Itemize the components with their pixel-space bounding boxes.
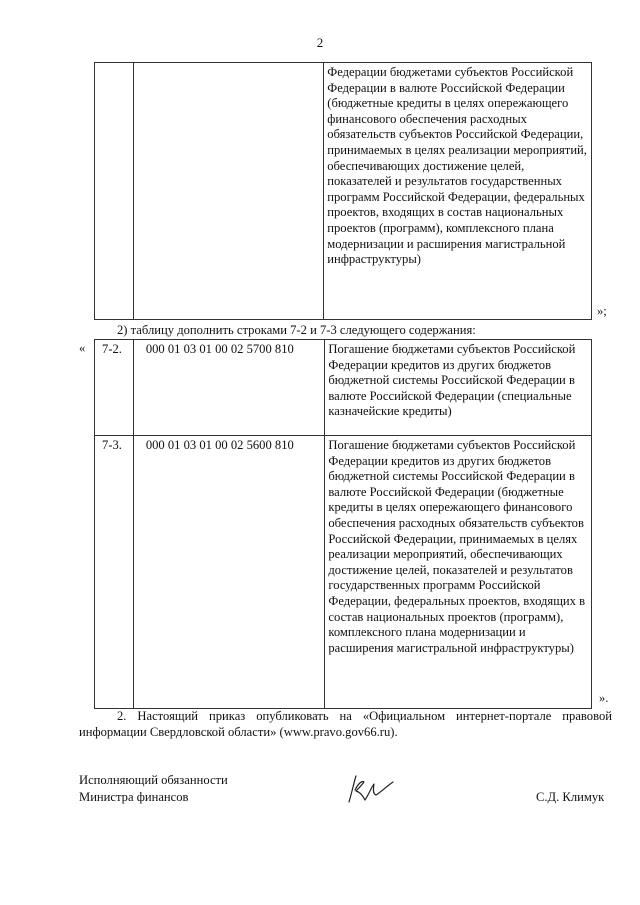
table-continuation bbox=[94, 62, 592, 320]
row-text: Погашение бюджетами субъектов Российской Федерации кредитов из других бюджетов бюджетной системы Российской Федерации в валюте Российской Федерации (специальные казначейские кредиты) bbox=[328, 342, 576, 419]
row-text: Погашение бюджетами субъектов Российской Федерации кредитов из других бюджетов бюджетной системы Российской Федерации в валюте Российской Федерации (бюджетные кредиты в целях опережающего финансового обеспечения расходных обязательств субъектов Российской Федерации, принимаемых в целях реализации мероприятий, обеспечивающих достижение целей, показателей и результатов государственных программ Российской Федерации, федеральных проектов, входящих в состав национальных проектов (программ), комплексного плана модернизации и расширения магистральной инфраструктуры) bbox=[328, 438, 586, 655]
signatory-title bbox=[79, 772, 228, 806]
row-number: 7-3. bbox=[102, 438, 122, 452]
new-rows-table bbox=[94, 339, 592, 709]
row-code-cell bbox=[133, 436, 325, 709]
signatory-title-line: Исполняющий обязанности bbox=[79, 773, 228, 787]
quote-close: ». bbox=[599, 691, 609, 705]
row-number-cell bbox=[95, 340, 134, 436]
signatory-name: С.Д. Климук bbox=[536, 790, 605, 804]
row-text-cell bbox=[324, 63, 592, 320]
row-text-cell bbox=[325, 340, 592, 436]
signature-image bbox=[343, 770, 397, 808]
publication-paragraph: 2. Настоящий приказ опубликовать на «Официальном интернет-портале правовой информации Свердловской области» (www.pravo.gov66.ru). bbox=[79, 709, 612, 739]
row-text-cell bbox=[325, 436, 592, 709]
row-number: 7-2. bbox=[102, 342, 122, 356]
row-number-cell bbox=[95, 436, 134, 709]
instruction-text: 2) таблицу дополнить строками 7-2 и 7-3 следующего содержания: bbox=[117, 323, 476, 337]
row-code: 000 01 03 01 00 02 5600 810 bbox=[145, 438, 294, 452]
quote-close: »; bbox=[597, 304, 607, 318]
row-number-cell bbox=[95, 63, 134, 320]
row-code: 000 01 03 01 00 02 5700 810 bbox=[145, 342, 294, 356]
page-number: 2 bbox=[316, 35, 324, 50]
row-code-cell bbox=[133, 340, 325, 436]
table-row bbox=[95, 340, 592, 436]
table-row bbox=[95, 63, 592, 320]
signatory-title-line: Министра финансов bbox=[79, 790, 189, 804]
row-code-cell bbox=[133, 63, 324, 320]
row-text: Федерации бюджетами субъектов Российской Федерации в валюте Российской Федерации (бюджетные кредиты в целях опережающего финансового обеспечения расходных обязательств субъектов Российской Федерации, принимаемых в целях реализации мероприятий, обеспечивающих достижение целей, показателей и результатов государственных программ Российской Федерации, федеральных проектов, входящих в состав национальных проектов (программ), комплексного плана модернизации и расширения магистральной инфраструктуры) bbox=[327, 65, 587, 267]
table-row bbox=[95, 436, 592, 709]
quote-open: « bbox=[79, 341, 86, 355]
